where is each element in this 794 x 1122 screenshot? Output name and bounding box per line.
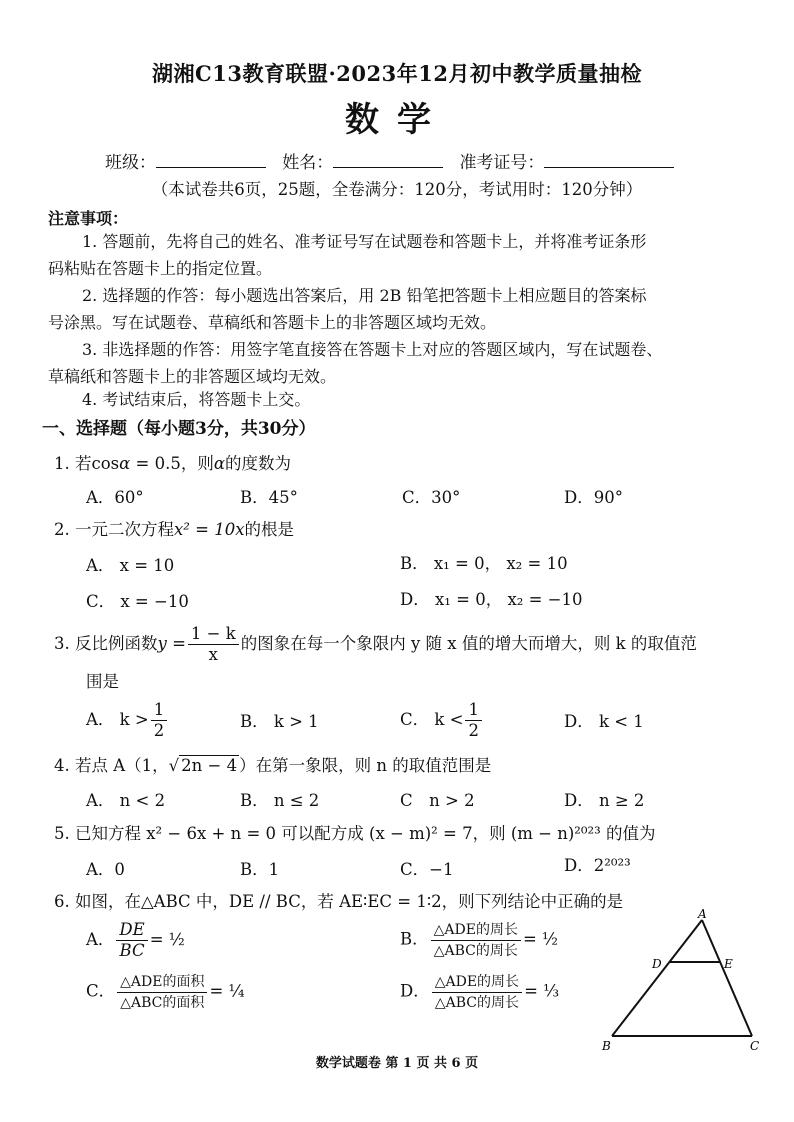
q6-option-c: C． $\frac{\text{△ADE的面积}}{\text{△ABC的面积}}$ = ¼ — [86, 974, 245, 1011]
question-6: 6. 如图，在△ABC 中，DE // BC，若 AE∶EC = 1∶2，则下列结论中正确的是 — [54, 892, 624, 911]
question-2: 2. 一元二次方程x² = 10x的根是 — [54, 520, 295, 539]
vertex-a-label: A — [698, 908, 707, 921]
question-4: 4. 若点 A（1，√ 2n − 4 ）在第一象限，则 n 的取值范围是 — [54, 756, 492, 775]
q4-option-a: A． n < 2 — [86, 791, 166, 810]
name-blank[interactable] — [333, 151, 443, 168]
id-blank[interactable] — [544, 151, 674, 168]
name-label: 姓名： — [282, 153, 334, 173]
notice-item: 3. 非选择题的作答：用签字笔直接答在答题卡上对应的答题区域内，写在试题卷、 草稿纸和答题卡上的非答题区域均无效。 — [48, 340, 663, 386]
side-ab — [612, 920, 702, 1036]
notice-item: 4. 考试结束后，将答题卡上交。 — [82, 390, 311, 409]
q2-option-a: A． x = 10 — [86, 556, 175, 575]
notice-title: 注意事项： — [48, 209, 129, 228]
q5-option-b: B．1 — [240, 860, 280, 879]
class-blank[interactable] — [156, 151, 266, 168]
notice-item: 2. 选择题的作答：每小题选出答案后，用 2B 铅笔把答题卡上相应题目的答案标 号涂黑。写在试题卷、草稿纸和答题卡上的非答题区域均无效。 — [48, 286, 647, 332]
question-3-cont: 围是 — [86, 672, 119, 691]
question-5: 5. 已知方程 x² − 6x + n = 0 可以配方成 (x − m)² = 7，则 (m − n)²⁰²³ 的值为 — [54, 824, 656, 843]
question-1: 1. 若cosα = 0.5，则α的度数为 — [54, 454, 292, 473]
q3-option-d: D． k < 1 — [564, 712, 644, 731]
q5-option-d: D．2²⁰²³ — [564, 856, 631, 875]
triangle-figure — [598, 908, 768, 1053]
q2-option-c: C． x = −10 — [86, 592, 189, 611]
q6-option-d: D． $\frac{\text{△ADE的周长}}{\text{△ABC的周长}}$ = ⅓ — [400, 974, 560, 1011]
vertex-d-label: D — [652, 957, 662, 971]
q6-option-b: B． $\frac{\text{△ADE的周长}}{\text{△ABC的周长}}$ = ½ — [400, 922, 559, 959]
q4-option-d: D． n ≥ 2 — [564, 791, 645, 810]
q1-option-b: B．45° — [240, 488, 298, 507]
q1-option-c: C．30° — [402, 488, 461, 507]
id-label: 准考证号： — [459, 153, 545, 173]
vertex-c-label: C — [750, 1039, 760, 1053]
student-info-fields — [105, 148, 674, 173]
q3-option-a: A． k > $\frac{1}{2}$ — [86, 700, 169, 741]
q2-option-b: B． x₁ = 0， x₂ = 10 — [400, 554, 568, 573]
q1-option-a: A．60° — [86, 488, 144, 507]
q4-option-c: C n > 2 — [400, 791, 475, 810]
side-ac — [702, 920, 752, 1036]
question-3: 3. 反比例函数y = $\frac{1 - k}{x}$ 的图象在每一个象限内 y 随 x 值的增大而增大，则 k 的取值范 — [54, 624, 697, 664]
subject-title: 数学 — [345, 100, 449, 140]
fraction: $\frac{1 - k}{x}$ — [188, 624, 239, 665]
page-footer: 数学试题卷 第 1 页 共 6 页 — [315, 1056, 479, 1071]
q5-option-c: C．−1 — [400, 860, 454, 879]
q3-option-b: B． k > 1 — [240, 712, 319, 731]
exam-info: （本试卷共6页，25题，全卷满分：120分，考试用时：120分钟） — [151, 180, 643, 199]
q4-option-b: B． n ≤ 2 — [240, 791, 320, 810]
q3-option-c: C． k < $\frac{1}{2}$ — [400, 700, 484, 741]
exam-title: 湖湘C13教育联盟·2023年12月初中教学质量抽检 — [152, 61, 642, 86]
q2-option-d: D． x₁ = 0， x₂ = −10 — [400, 590, 583, 609]
vertex-e-label: E — [724, 957, 733, 971]
vertex-b-label: B — [602, 1039, 611, 1053]
q6-option-a: A． $\frac{DE}{BC}$ = ½ — [86, 920, 185, 960]
q5-option-a: A．0 — [86, 860, 125, 879]
q1-option-d: D．90° — [564, 488, 623, 507]
section-heading: 一、选择题（每小题3分，共30分） — [42, 419, 316, 439]
notice-item: 1. 答题前，先将自己的姓名、准考证号写在试题卷和答题卡上，并将准考证条形 码粘贴在答题卡上的指定位置。 — [48, 232, 647, 278]
class-label: 班级： — [105, 153, 156, 173]
